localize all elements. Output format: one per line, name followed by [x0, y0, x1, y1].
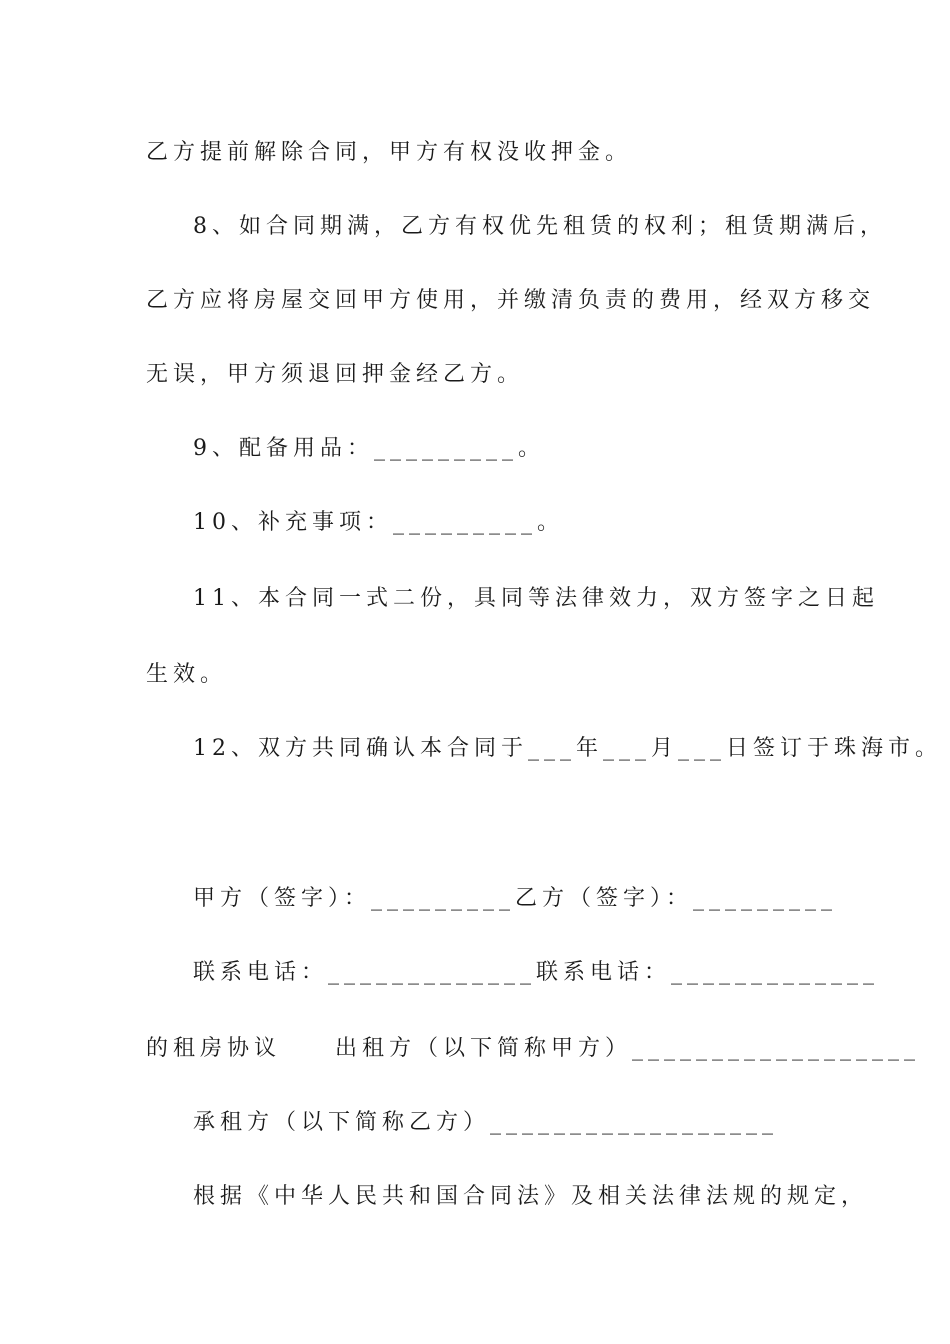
- lessor-line: 的租房协议 出租方（以下简称甲方）__________________: [146, 1036, 921, 1061]
- paragraph-line: 8、如合同期满，乙方有权优先租赁的权利；租赁期满后，: [193, 214, 887, 239]
- paragraph-line: 生效。: [146, 662, 228, 687]
- paragraph-line: 乙方提前解除合同，甲方有权没收押金。: [146, 140, 633, 165]
- paragraph-line: 根据《中华人民共和国合同法》及相关法律法规的规定，: [193, 1184, 869, 1209]
- paragraph-line: 11、本合同一式二份，具同等法律效力，双方签字之日起: [193, 586, 879, 611]
- paragraph-line: 10、补充事项：_________。: [193, 510, 564, 535]
- lessee-line: 承租方（以下简称乙方）__________________: [193, 1110, 779, 1135]
- paragraph-line: 无误，甲方须退回押金经乙方。: [146, 362, 525, 387]
- signature-line-party-a-b: 甲方（签字）：_________乙方（签字）：_________: [193, 886, 838, 911]
- paragraph-line: 乙方应将房屋交回甲方使用，并缴清负责的费用，经双方移交: [146, 288, 876, 313]
- paragraph-line: 9、配备用品：_________。: [193, 436, 545, 461]
- contact-phone-line: 联系电话：_____________联系电话：_____________: [193, 960, 880, 985]
- paragraph-line: 12、双方共同确认本合同于___年___月___日签订于珠海市。: [193, 736, 942, 761]
